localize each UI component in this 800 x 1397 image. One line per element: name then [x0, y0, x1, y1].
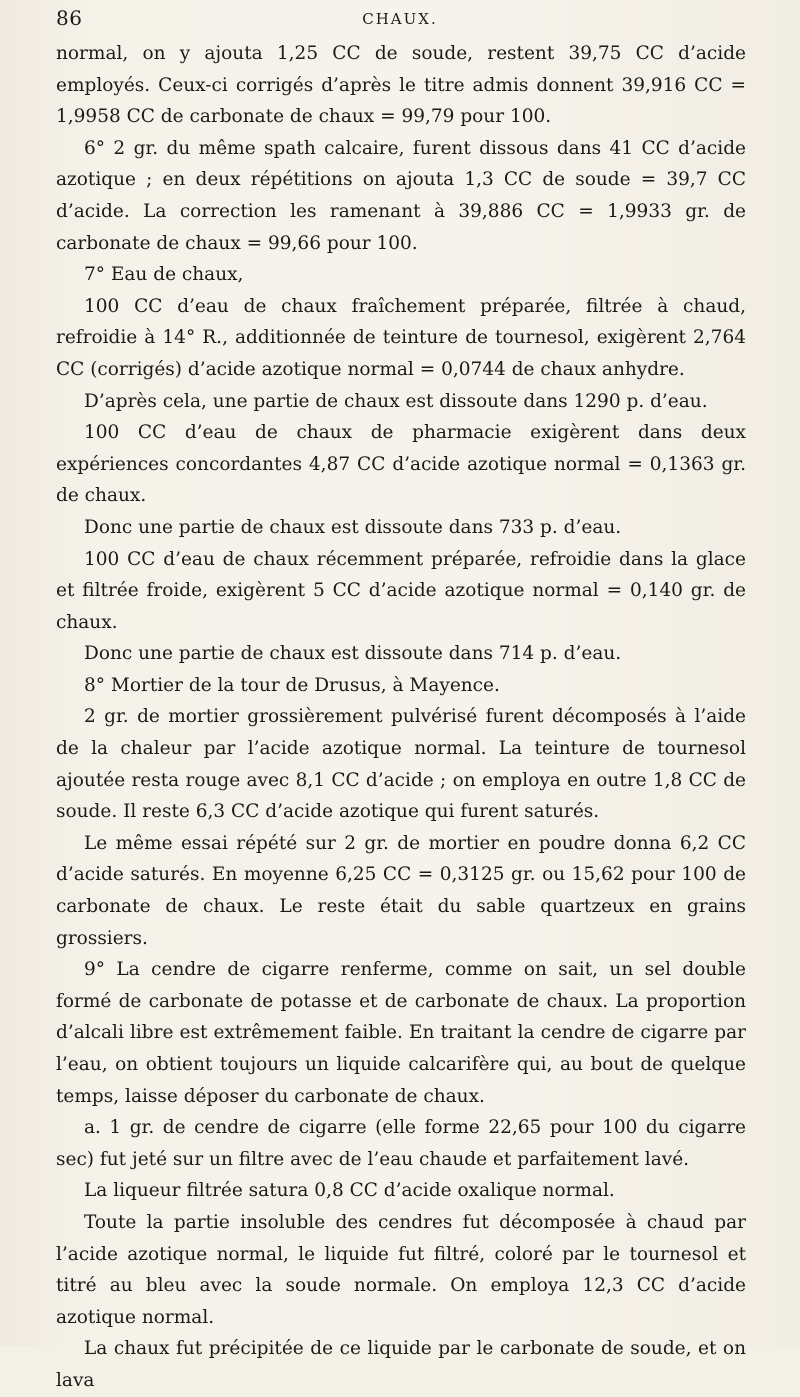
heading-mortier-drusus: 8° Mortier de la tour de Drusus, à Mayence.: [84, 674, 500, 696]
paragraph-cendre-cigarre: 9° La cendre de cigarre renferme, comme on sait, un sel double formé de carbonate de potasse et de carbonate de chaux. La proportion d’alcali libre est extrêmement faible. En traitant la cendre de cigarre par l’eau, on obtient toujours un liquide calcarifère qui, au bout de quelque temps, laisse déposer du carbonate de chaux.: [56, 959, 746, 1107]
paragraph-eau-fraiche: 100 CC d’eau de chaux fraîchement préparée, filtrée à chaud, refroidie à 14° R., additionnée de teinture de tournesol, exigèrent 2,764 CC (corrigés) d’acide azotique normal = 0,0744 de chaux anhydre.: [56, 295, 746, 380]
paragraph-dissolution-1290: D’après cela, une partie de chaux est dissoute dans 1290 p. d’eau.: [84, 390, 708, 412]
heading-eau-de-chaux: 7° Eau de chaux,: [84, 264, 244, 286]
paragraph-chaux-precipitee: La chaux fut précipitée de ce liquide par le carbonate de soude, et on lava: [56, 1338, 746, 1391]
paragraph-partie-insoluble: Toute la partie insoluble des cendres fut décomposée à chaud par l’acide azotique normal, le liquide fut filtré, coloré par le tournesol et titré au bleu avec la soude normale. On employa 12,3 CC d’acide azotique normal.: [56, 1211, 746, 1328]
running-head: [56, 6, 744, 36]
paragraph-eau-glace: 100 CC d’eau de chaux récemment préparée, refroidie dans la glace et filtrée froide, exigèrent 5 CC d’acide azotique normal = 0,140 gr. de chaux.: [56, 548, 746, 633]
paragraph-mortier-essai: 2 gr. de mortier grossièrement pulvérisé furent décomposés à l’aide de la chaleur par l’acide azotique normal. La teinture de tournesol ajoutée resta rouge avec 8,1 CC d’acide ; on employa en outre 1,8 CC de soude. Il reste 6,3 CC d’acide azotique qui furent saturés.: [56, 706, 746, 823]
paragraph-dissolution-733: Donc une partie de chaux est dissoute dans 733 p. d’eau.: [84, 516, 622, 538]
body-text: [56, 38, 746, 1397]
paragraph-mortier-repete: Le même essai répété sur 2 gr. de mortier en poudre donna 6,2 CC d’acide saturés. En moyenne 6,25 CC = 0,3125 gr. ou 15,62 pour 100 de carbonate de chaux. Le reste était du sable quartzeux en grains grossiers.: [56, 832, 746, 949]
paragraph-spath-6: 6° 2 gr. du même spath calcaire, furent dissous dans 41 CC d’acide azotique ; en deux répétitions on ajouta 1,3 CC de soude = 39,7 CC d’acide. La correction les ramenant à 39,886 CC = 1,9933 gr. de carbonate de chaux = 99,66 pour 100.: [56, 137, 746, 254]
paragraph-continuation: normal, on y ajouta 1,25 CC de soude, restent 39,75 CC d’acide employés. Ceux-ci corrigés d’après le titre admis donnent 39,916 CC = 1,9958 CC de carbonate de chaux = 99,79 pour 100.: [56, 43, 746, 128]
paragraph-liqueur-filtree: La liqueur filtrée satura 0,8 CC d’acide oxalique normal.: [84, 1180, 615, 1202]
paragraph-cendre-a: a. 1 gr. de cendre de cigarre (elle forme 22,65 pour 100 du cigarre sec) fut jeté sur un filtre avec de l’eau chaude et parfaitement lavé.: [56, 1117, 746, 1170]
paragraph-dissolution-714: Donc une partie de chaux est dissoute dans 714 p. d’eau.: [84, 643, 622, 665]
paragraph-eau-pharmacie: 100 CC d’eau de chaux de pharmacie exigèrent dans deux expériences concordantes 4,87 CC d’acide azotique normal = 0,1363 gr. de chaux.: [56, 422, 746, 507]
page-number: 86: [56, 6, 83, 30]
running-title: CHAUX.: [362, 10, 438, 28]
